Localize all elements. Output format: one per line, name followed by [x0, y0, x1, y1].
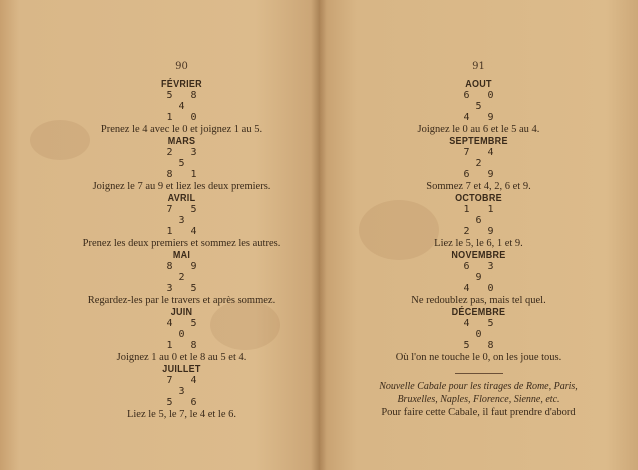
digit-row-middle: 4 [178, 101, 185, 112]
digit-row-top: 7 5 [166, 204, 197, 215]
month-block [22, 250, 341, 307]
month-name: AVRIL [167, 193, 196, 204]
month-block [22, 193, 341, 250]
month-block [319, 193, 638, 250]
book-gutter [311, 0, 327, 470]
cabale-heading-line1: Nouvelle Cabale pour les tirages de Rome, Paris, [379, 381, 578, 392]
digit-row-bottom: 8 1 [166, 169, 197, 180]
page-number: 91 [472, 61, 485, 72]
digit-row-top: 7 4 [166, 375, 197, 386]
cabale-intro: Pour faire cette Cabale, il faut prendre d'abord [381, 407, 576, 418]
digit-row-bottom: 3 5 [166, 283, 197, 294]
month-instruction: Liez le 5, le 7, le 4 et le 6. [126, 409, 237, 420]
digit-row-top: 4 5 [166, 318, 197, 329]
digit-row-top: 8 9 [166, 261, 197, 272]
digit-row-middle: 5 [178, 158, 185, 169]
digit-row-middle: 3 [178, 386, 185, 397]
digit-row-bottom: 2 9 [463, 226, 494, 237]
digit-row-top: 2 3 [166, 147, 197, 158]
right-body [319, 79, 638, 419]
digit-row-middle: 0 [475, 329, 482, 340]
month-name: JUILLET [162, 364, 201, 375]
month-instruction: Sommez 7 et 4, 2, 6 et 9. [426, 181, 531, 192]
digit-row-bottom: 1 8 [166, 340, 197, 351]
digit-row-top: 7 4 [463, 147, 494, 158]
digit-row-middle: 6 [475, 215, 482, 226]
month-block [319, 250, 638, 307]
digit-row-top: 1 1 [463, 204, 494, 215]
month-name: JUIN [170, 307, 193, 318]
month-block [319, 79, 638, 136]
digit-row-middle: 2 [475, 158, 482, 169]
page-number: 90 [175, 61, 188, 72]
month-instruction: Ne redoublez pas, mais tel quel. [411, 295, 546, 306]
month-instruction: Joignez le 0 au 6 et le 5 au 4. [417, 124, 540, 135]
month-block [319, 136, 638, 193]
month-name: NOVEMBRE [451, 250, 506, 261]
month-instruction: Joignez le 7 au 9 et liez les deux premiers. [92, 181, 271, 192]
month-block [22, 136, 341, 193]
month-block [22, 307, 341, 364]
month-instruction: Liez le 5, le 6, 1 et 9. [434, 238, 523, 249]
digit-row-middle: 9 [475, 272, 482, 283]
digit-row-top: 6 0 [463, 90, 494, 101]
left-body [22, 79, 341, 421]
month-name: OCTOBRE [455, 193, 502, 204]
digit-row-middle: 0 [178, 329, 185, 340]
month-instruction: Prenez le 4 avec le 0 et joignez 1 au 5. [100, 124, 263, 135]
digit-row-bottom: 1 4 [166, 226, 197, 237]
month-instruction: Regardez-les par le travers et après sommez. [87, 295, 276, 306]
digit-row-middle: 2 [178, 272, 185, 283]
month-block [22, 364, 341, 421]
digit-row-bottom: 1 0 [166, 112, 197, 123]
digit-row-bottom: 4 0 [463, 283, 494, 294]
digit-row-bottom: 5 6 [166, 397, 197, 408]
month-name: DÉCEMBRE [451, 307, 506, 318]
month-block [319, 307, 638, 364]
month-name: AOUT [465, 79, 492, 90]
month-block [22, 79, 341, 136]
cabale-heading-line2: Bruxelles, Naples, Florence, Sienne, etc. [397, 393, 560, 405]
month-name: MAI [172, 250, 191, 261]
month-name: FÉVRIER [161, 79, 202, 90]
digit-row-top: 4 5 [463, 318, 494, 329]
month-name: SEPTEMBRE [449, 136, 508, 147]
month-name: MARS [167, 136, 196, 147]
digit-row-top: 5 8 [166, 90, 197, 101]
digit-row-bottom: 6 9 [463, 169, 494, 180]
digit-row-middle: 3 [178, 215, 185, 226]
section-rule [455, 373, 503, 374]
right-page [319, 0, 638, 470]
month-instruction: Où l'on ne touche le 0, on les joue tous. [395, 352, 562, 363]
digit-row-bottom: 5 8 [463, 340, 494, 351]
digit-row-middle: 5 [475, 101, 482, 112]
digit-row-bottom: 4 9 [463, 112, 494, 123]
month-instruction: Prenez les deux premiers et sommez les autres. [82, 238, 281, 249]
digit-row-top: 6 3 [463, 261, 494, 272]
month-instruction: Joignez 1 au 0 et le 8 au 5 et 4. [116, 352, 247, 363]
